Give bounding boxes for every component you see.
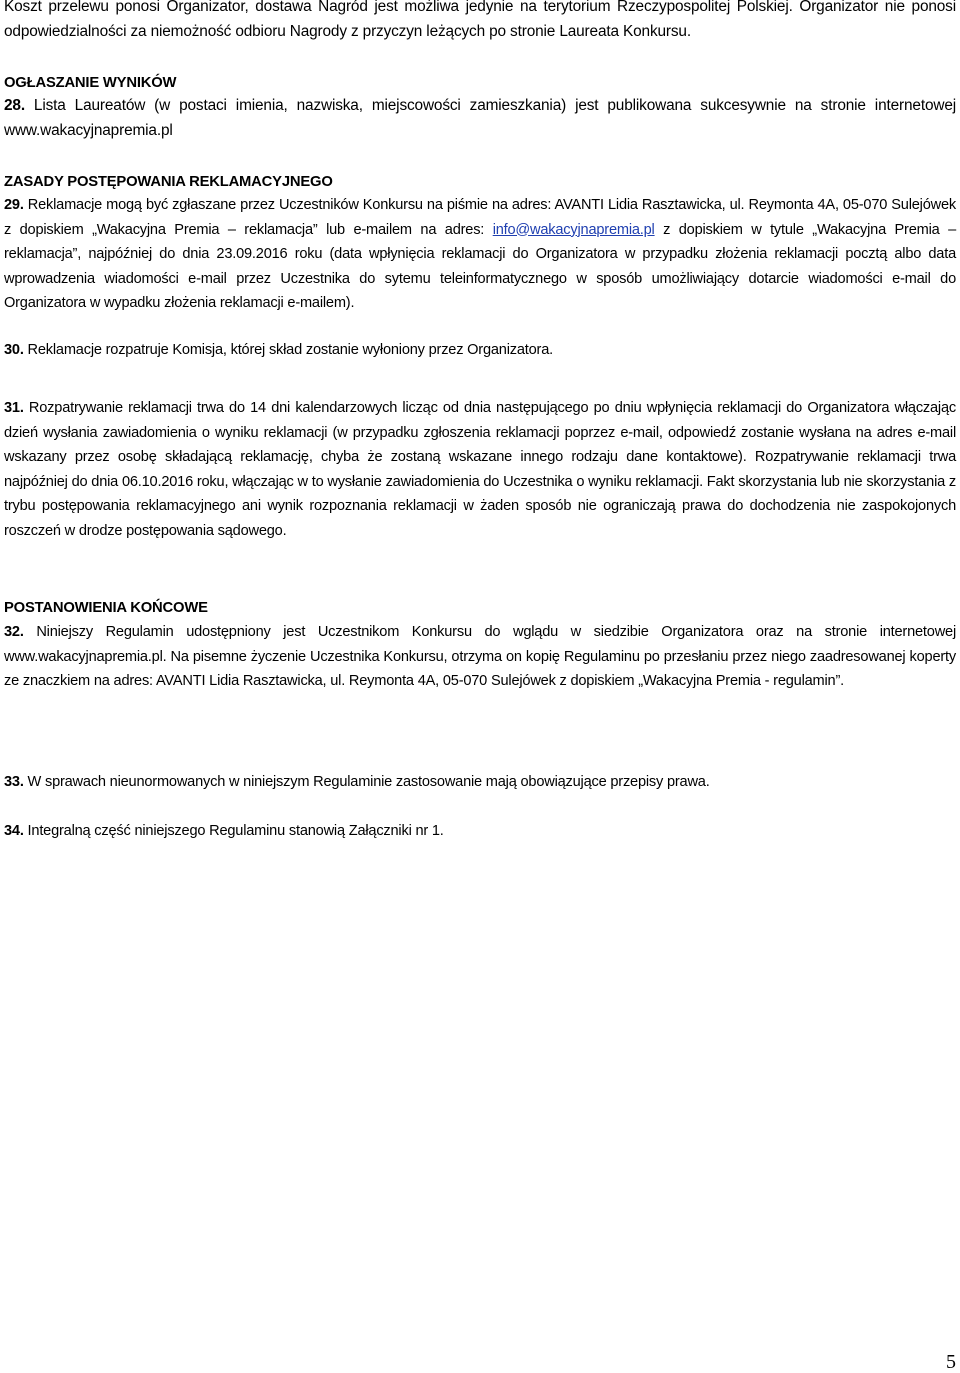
email-link[interactable]: info@wakacyjnapremia.pl (492, 221, 655, 238)
paragraph-number: 34. (4, 823, 24, 839)
paragraph-text: z dopiskiem w tytule „Wakacyjna Premia – reklamacja”, najpóźniej do dnia 23.09.2016 roku (data wpłynięcia reklamacji do Organizatora w przypadku złożenia reklamacji pocztą albo data wprowadzenia wiadomości e-mail przez Uczestnika do sytemu teleinformatycznego w sposób umożliwiający dotarcie wiadomości e-mail do Organizatora w wypadku złożenia reklamacji e-mailem). (4, 221, 956, 311)
paragraph-32 (4, 620, 956, 694)
heading-complaints: ZASADY POSTĘPOWANIA REKLAMACYJNEGO (4, 174, 333, 190)
paragraph-text: Reklamacje mogą być zgłaszane przez Uczestników Konkursu na piśmie na adres: AVANTI Lidia Rasztawicka, ul. Reymonta 4A, 05-070 Sulejówek z dopiskiem „Wakacyjna Premia – reklamacja” lub e-mailem na adres: (4, 197, 956, 238)
paragraph-28 (4, 94, 956, 143)
paragraph-33 (4, 770, 956, 795)
page-number: 5 (946, 1351, 956, 1373)
paragraph-number: 28. (4, 97, 25, 114)
heading-results: OGŁASZANIE WYNIKÓW (4, 75, 177, 91)
paragraph-number: 33. (4, 774, 24, 790)
paragraph-number: 29. (4, 197, 24, 213)
paragraph-text: Rozpatrywanie reklamacji trwa do 14 dni kalendarzowych licząc od dnia następującego po dniu wpłynięcia reklamacji do Organizatora włączając dzień wysłania zawiadomienia o wyniku reklamacji (w przypadku zgłoszenia reklamacji poprzez e-mail, odpowiedź zostanie wysłana na adres e-mail wskazany przez osobę składającą reklamację, chyba że zostaną wskazane innego rodzaju dane kontaktowe). Rozpatrywanie reklamacji trwa najpóźniej do dnia 06.10.2016 roku, włączając w to wysłanie zawiadomienia do Uczestnika o wyniku reklamacji. Fakt skorzystania lub nie skorzystania z trybu postępowania reklamacyjnego ani wynik rozpoznania reklamacji w żaden sposób nie ograniczają prawa do dochodzenia nie zaspokojonych roszczeń w drodze postępowania sądowego. (4, 400, 956, 539)
paragraph-text: Niniejszy Regulamin udostępniony jest Uczestnikom Konkursu do wglądu w siedzibie Organizatora oraz na stronie internetowej www.wakacyjnapremia.pl. Na pisemne życzenie Uczestnika Konkursu, otrzyma on kopię Regulaminu po przesłaniu przez niego zaadresowanej koperty ze znaczkiem na adres: AVANTI Lidia Rasztawicka, ul. Reymonta 4A, 05-070 Sulejówek z dopiskiem „Wakacyjna Premia - regulamin”. (4, 624, 956, 689)
paragraph-34 (4, 819, 956, 844)
paragraph-29 (4, 193, 956, 316)
paragraph-number: 32. (4, 624, 24, 640)
paragraph-number: 31. (4, 400, 24, 416)
paragraph-text: Koszt przelewu ponosi Organizator, dostawa Nagród jest możliwa jedynie na terytorium Rzeczypospolitej Polskiej. Organizator nie ponosi odpowiedzialności za niemożność odbioru Nagrody z przyczyn leżących po stronie Laureata Konkursu. (4, 0, 956, 40)
paragraph-text: Lista Laureatów (w postaci imienia, nazwiska, miejscowości zamieszkania) jest publikowana sukcesywnie na stronie internetowej www.wakacyjnapremia.pl (4, 97, 956, 139)
paragraph-number: 30. (4, 342, 24, 358)
paragraph-30 (4, 338, 956, 363)
paragraph-text: Integralną część niniejszego Regulaminu stanowią Załączniki nr 1. (23, 823, 444, 839)
paragraph-text: W sprawach nieunormowanych w niniejszym Regulaminie zastosowanie mają obowiązujące przepisy prawa. (23, 774, 710, 790)
paragraph-31 (4, 396, 956, 543)
heading-final-provisions: POSTANOWIENIA KOŃCOWE (4, 600, 208, 616)
paragraph-text: Reklamacje rozpatruje Komisja, której skład zostanie wyłoniony przez Organizatora. (23, 342, 553, 358)
paragraph-prize-transfer (4, 0, 956, 44)
